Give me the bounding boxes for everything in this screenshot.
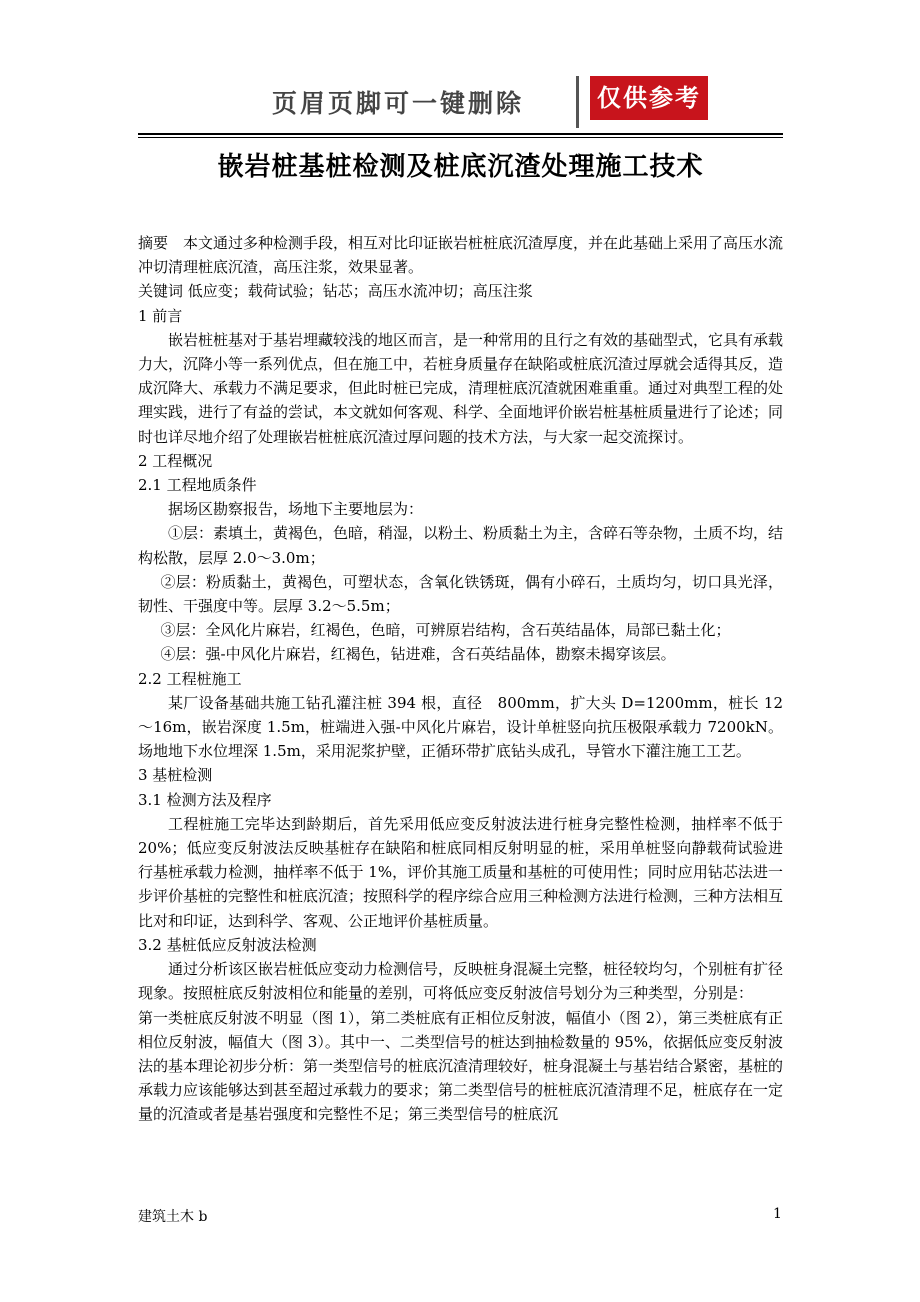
section-heading: 2 工程概况 bbox=[138, 451, 213, 470]
paragraph: 据场区勘察报告，场地下主要地层为： bbox=[168, 500, 424, 519]
paragraph: 工程桩施工完毕达到龄期后，首先采用低应变反射波法进行桩身完整性检测，抽样率不低于 20%；低应变反射波法反映基桩存在缺陷和桩底同相反射明显的桩，采用单桩竖向静载荷试验进行基桩承载力检测，抽样率不低于 1%，评价其施工质量和基桩的可使用性；同时应用钻芯法进一步评价基桩的完整性和桩底沉渣；按照科学的程序综合应用三种检测方法进行检测，三种方法相互比对和印证，达到科学、客观、公正地评价基桩质量。 bbox=[138, 814, 784, 930]
subsection-heading: 2.1 工程地质条件 bbox=[138, 476, 257, 495]
reference-badge: 仅供参考 bbox=[590, 76, 708, 120]
header-rule bbox=[138, 133, 783, 135]
keywords: 关键词 低应变；载荷试验；钻芯；高压水流冲切；高压注浆 bbox=[138, 282, 533, 301]
subsection-heading: 2.2 工程桩施工 bbox=[138, 669, 242, 688]
page-number: 1 bbox=[773, 1206, 782, 1222]
subsection-heading: 3.1 检测方法及程序 bbox=[138, 790, 272, 809]
footer-text: 建筑土木 b bbox=[138, 1209, 208, 1225]
paragraph: 某厂设备基础共施工钻孔灌注桩 394 根，直径 800mm，扩大头 D=1200mm，桩长 12～16m，嵌岩深度 1.5m，桩端进入强-中风化片麻岩，设计单桩竖向抗压极限承载力 7200kN。场地地下水位埋深 1.5m，采用泥浆护壁，正循环带扩底钻头成孔，导管水下灌注施工工艺。 bbox=[138, 693, 783, 761]
list-item: ③层：全风化片麻岩，红褐色，色暗，可辨原岩结构，含石英结晶体，局部已黏土化； bbox=[160, 621, 731, 640]
paragraph: 嵌岩桩桩基对于基岩埋藏较浅的地区而言，是一种常用的且行之有效的基础型式，它具有承载力大，沉降小等一系列优点，但在施工中，若桩身质量存在缺陷或桩底沉渣过厚就会适得其反，造成沉降大、承载力不满足要求，但此时桩已完成，清理桩底沉渣就困难重重。通过对典型工程的处理实践，进行了有益的尝试，本文就如何客观、科学、全面地评价嵌岩桩基桩质量进行了论述；同时也详尽地介绍了处理嵌岩桩桩底沉渣过厚问题的技术方法，与大家一起交流探讨。 bbox=[138, 330, 784, 446]
paragraph: 通过分析该区嵌岩桩低应变动力检测信号，反映桩身混凝土完整，桩径较均匀，个别桩有扩径现象。按照桩底反射波相位和能量的差别，可将低应变反射波信号划分为三种类型，分别是： bbox=[138, 960, 784, 1003]
header-text: 页眉页脚可一键删除 bbox=[272, 89, 525, 118]
page-header bbox=[138, 72, 783, 134]
header-rule-thin bbox=[138, 137, 783, 138]
header-separator bbox=[576, 76, 579, 128]
list-item: ②层：粉质黏土，黄褐色，可塑状态，含氧化铁锈斑，偶有小碎石，土质均匀，切口具光泽，韧性、干强度中等。层厚 3.2～5.5m； bbox=[138, 572, 783, 616]
abstract: 摘要 本文通过多种检测手段，相互对比印证嵌岩桩桩底沉渣厚度，并在此基础上采用了高压水流冲切清理桩底沉渣，高压注浆，效果显著。 bbox=[138, 234, 784, 277]
document-body bbox=[138, 231, 783, 1127]
section-heading: 3 基桩检测 bbox=[138, 766, 213, 785]
section-heading: 1 前言 bbox=[138, 306, 183, 325]
paragraph: 第一类桩底反射波不明显（图 1），第二类桩底有正相位反射波，幅值小（图 2），第三类桩底有正相位反射波，幅值大（图 3）。其中一、二类型信号的桩达到抽检数量的 95%，依据低应变反射波法的基本理论初步分析：第一类型信号的桩底沉渣清理较好，桩身混凝土与基岩结合紧密，基桩的承载力应该能够达到甚至超过承载力的要求；第二类型信号的桩桩底沉渣清理不足，桩底存在一定量的沉渣或者是基岩强度和完整性不足；第三类型信号的桩底沉 bbox=[138, 1008, 784, 1124]
subsection-heading: 3.2 基桩低应反射波法检测 bbox=[138, 935, 317, 954]
list-item: ④层：强-中风化片麻岩，红褐色，钻进难，含石英结晶体，勘察未揭穿该层。 bbox=[160, 645, 676, 664]
list-item: ①层：素填土，黄褐色，色暗，稍湿，以粉土、粉质黏土为主，含碎石等杂物，土质不均，结构松散，层厚 2.0～3.0m； bbox=[138, 524, 784, 567]
document-title: 嵌岩桩基桩检测及桩底沉渣处理施工技术 bbox=[217, 152, 704, 182]
